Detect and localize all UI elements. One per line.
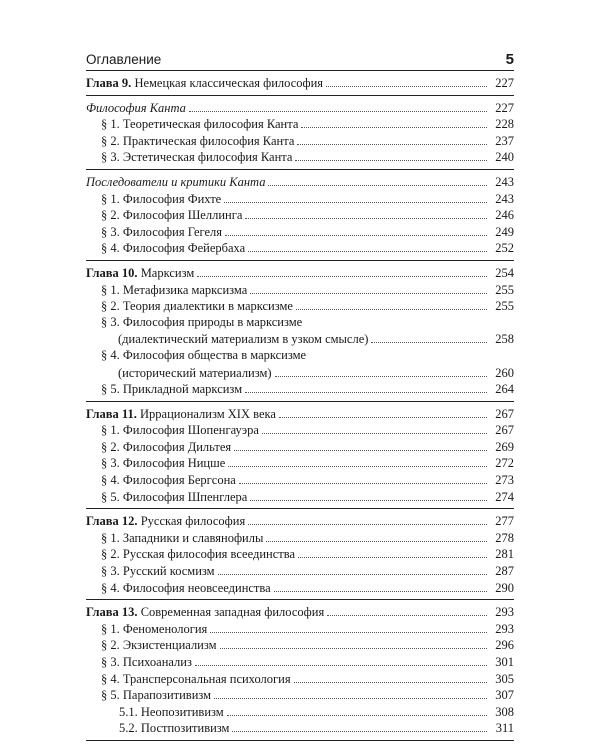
entry-text: § 1. Западники и славянофилы — [101, 530, 264, 545]
entry-page-number: 246 — [495, 208, 514, 223]
entry-line — [101, 653, 514, 671]
toc-item-continuation[interactable] — [86, 364, 514, 381]
entry-line — [101, 529, 514, 547]
entry-page-number: 278 — [495, 530, 514, 545]
entry-page-number: 237 — [495, 133, 514, 148]
entry-line — [101, 636, 514, 654]
entry-title — [101, 381, 242, 398]
entry-text: § 5. Философия Шпенглера — [101, 489, 248, 504]
dot-leader — [248, 512, 487, 525]
chapter-title: Иррационализм XIX века — [140, 406, 276, 421]
entry-text: (исторический материализм) — [118, 365, 272, 380]
toc-item[interactable] — [86, 653, 514, 670]
entry-page-number: 260 — [495, 365, 514, 380]
entry-text: § 1. Философия Шопенгауэра — [101, 423, 259, 438]
dot-leader — [326, 74, 487, 87]
entry-title — [101, 637, 217, 654]
header-title: Оглавление — [86, 52, 162, 67]
entry-line — [119, 719, 514, 737]
entry-title — [101, 207, 242, 224]
entry-page-number: 243 — [495, 174, 514, 189]
entry-page-number: 290 — [495, 580, 514, 595]
running-header — [86, 52, 514, 70]
entry-page-number: 305 — [495, 671, 514, 686]
entry-text: § 5. Парапозитивизм — [101, 688, 212, 703]
entry-line — [101, 562, 514, 580]
dot-leader — [210, 620, 487, 633]
toc-item[interactable] — [86, 297, 514, 314]
toc-item[interactable] — [86, 239, 514, 256]
dot-leader — [224, 190, 487, 203]
entry-text: § 4. Философия Бергсона — [101, 473, 236, 488]
entry-title — [101, 687, 211, 704]
entry-page-number: 277 — [495, 514, 514, 529]
entry-title — [101, 455, 225, 472]
toc-item[interactable] — [86, 579, 514, 596]
toc-section[interactable] — [86, 173, 514, 190]
entry-title — [86, 100, 186, 117]
entry-page-number: 301 — [495, 655, 514, 669]
section-divider — [86, 95, 514, 96]
dot-leader — [262, 421, 487, 434]
dot-leader — [189, 99, 487, 112]
entry-page-number: 258 — [495, 332, 514, 347]
dot-leader — [218, 562, 487, 575]
entry-page-number: 293 — [495, 621, 514, 636]
dot-leader — [295, 148, 487, 161]
entry-page-number: 252 — [495, 241, 514, 256]
entry-text: § 5. Прикладной марксизм — [101, 382, 243, 397]
toc-chapter[interactable] — [86, 405, 514, 422]
header-rule — [86, 70, 514, 71]
entry-title — [101, 546, 295, 563]
dot-leader — [327, 603, 487, 616]
chapter-title: Современная западная философия — [140, 605, 325, 620]
entry-text: § 4. Трансперсональная психология — [101, 671, 291, 686]
entry-line — [101, 190, 514, 208]
toc-chapter[interactable] — [86, 74, 514, 91]
entry-title — [86, 75, 323, 92]
entry-line — [86, 405, 514, 423]
toc-item[interactable] — [86, 529, 514, 546]
entry-text: § 4. Философия неовсеединства — [101, 580, 271, 595]
entry-line — [101, 314, 514, 331]
toc-item[interactable] — [86, 620, 514, 637]
entry-line — [101, 579, 514, 597]
entry-page-number: 269 — [495, 439, 514, 454]
entry-page-number: 293 — [495, 605, 514, 620]
entry-page-number: 296 — [495, 638, 514, 653]
toc-item[interactable] — [86, 545, 514, 562]
entry-title — [119, 720, 229, 737]
toc-item[interactable] — [86, 454, 514, 471]
dot-leader — [245, 380, 487, 393]
toc-item[interactable] — [86, 223, 514, 240]
entry-page-number: 308 — [495, 704, 514, 719]
entry-title — [101, 240, 245, 257]
entry-line — [101, 115, 514, 133]
entry-line — [86, 173, 514, 191]
section-divider — [86, 169, 514, 170]
entry-title — [101, 530, 263, 547]
entry-line — [86, 264, 514, 282]
toc-item-continuation[interactable] — [86, 330, 514, 347]
entry-line — [101, 132, 514, 150]
entry-text: § 3. Эстетическая философия Канта — [101, 150, 293, 165]
toc-item[interactable] — [86, 562, 514, 579]
dot-leader — [274, 579, 487, 592]
entry-page-number: 240 — [495, 150, 514, 165]
chapter-number: Глава 12. — [86, 514, 138, 529]
dot-leader — [266, 529, 487, 542]
entry-title — [101, 282, 247, 299]
entry-page-number: 227 — [495, 100, 514, 115]
toc-item[interactable] — [86, 132, 514, 149]
toc-chapter[interactable] — [86, 264, 514, 281]
entry-title — [101, 116, 298, 133]
dot-leader — [220, 636, 487, 649]
entry-text: § 1. Теоретическая философия Канта — [101, 117, 299, 132]
entry-title — [86, 604, 324, 621]
toc-chapter[interactable] — [86, 512, 514, 529]
toc-subitem[interactable] — [86, 703, 514, 720]
dot-leader — [239, 471, 487, 484]
toc-item[interactable] — [86, 281, 514, 298]
entry-title — [101, 133, 294, 150]
entry-title — [101, 191, 221, 208]
entry-text: Последователи и критики Канта — [86, 174, 266, 189]
entry-text: § 3. Философия Гегеля — [101, 224, 223, 239]
entry-title — [101, 621, 207, 638]
entry-text: § 2. Философия Шеллинга — [101, 208, 243, 223]
entry-page-number: 227 — [495, 76, 514, 90]
section-divider — [86, 260, 514, 261]
entry-text: (диалектический материализм в узком смысле) — [118, 332, 369, 347]
page-number: 5 — [505, 51, 514, 68]
entry-line — [86, 603, 514, 621]
toc-item[interactable] — [86, 148, 514, 165]
toc-item[interactable] — [86, 636, 514, 653]
entry-line — [118, 364, 514, 382]
toc-item[interactable] — [86, 206, 514, 223]
dot-leader — [214, 686, 487, 699]
entry-page-number: 273 — [495, 473, 514, 488]
dot-leader — [296, 297, 487, 310]
toc-item[interactable] — [86, 670, 514, 687]
entry-page-number: 267 — [495, 423, 514, 438]
entry-title — [101, 580, 271, 597]
entry-line — [101, 380, 514, 398]
entry-line — [86, 99, 514, 117]
dot-leader — [371, 330, 487, 343]
toc-item[interactable] — [86, 314, 514, 331]
entry-page-number: 249 — [495, 224, 514, 239]
toc-item[interactable] — [86, 471, 514, 488]
entry-text: § 2. Практическая философия Канта — [101, 133, 295, 148]
entry-title — [86, 406, 276, 423]
entry-title — [101, 422, 259, 439]
entry-title — [101, 489, 247, 506]
dot-leader — [294, 670, 487, 683]
chapter-number: Глава 10. — [86, 265, 138, 280]
toc-item[interactable] — [86, 421, 514, 438]
dot-leader — [301, 115, 487, 128]
entry-line — [101, 620, 514, 638]
entry-line — [101, 471, 514, 489]
toc-item[interactable] — [86, 686, 514, 703]
entry-line — [101, 488, 514, 506]
section-divider — [86, 508, 514, 509]
toc-chapter[interactable] — [86, 603, 514, 620]
entry-page-number: 255 — [495, 299, 514, 314]
entry-title — [86, 513, 245, 530]
entry-title — [101, 314, 302, 331]
dot-leader — [234, 438, 487, 451]
chapter-title: Немецкая классическая философия — [134, 76, 324, 90]
toc-subitem[interactable] — [86, 719, 514, 736]
entry-text: § 1. Метафизика марксизма — [101, 282, 248, 297]
entry-text: § 1. Философия Фихте — [101, 191, 222, 206]
chapter-number: Глава 11. — [86, 406, 137, 421]
entry-line — [119, 703, 514, 721]
entry-line — [101, 297, 514, 315]
entry-title — [86, 265, 194, 282]
dot-leader — [232, 719, 487, 732]
dot-leader — [298, 545, 487, 558]
entry-line — [86, 74, 514, 92]
toc-item[interactable] — [86, 347, 514, 364]
entry-text: § 1. Феноменология — [101, 621, 208, 636]
toc-section[interactable] — [86, 99, 514, 116]
entry-title — [101, 298, 293, 315]
dot-leader — [248, 239, 487, 252]
entry-title — [86, 174, 265, 191]
entry-text: 5.2. Постпозитивизм — [119, 721, 230, 736]
dot-leader — [197, 264, 487, 277]
dot-leader — [228, 454, 487, 467]
entry-line — [101, 281, 514, 299]
dot-leader — [245, 206, 487, 219]
entry-line — [101, 686, 514, 704]
entry-page-number: 272 — [495, 456, 514, 471]
entry-page-number: 274 — [495, 489, 514, 504]
entry-page-number: 281 — [495, 547, 514, 562]
entry-title — [101, 439, 231, 456]
entry-title — [101, 654, 192, 671]
entry-line — [101, 347, 514, 364]
toc-item[interactable] — [86, 488, 514, 505]
entry-page-number: 267 — [495, 406, 514, 421]
toc-item[interactable] — [86, 438, 514, 455]
entry-text: § 4. Философия Фейербаха — [101, 241, 246, 256]
toc-item[interactable] — [86, 190, 514, 207]
entry-title — [101, 149, 292, 166]
entry-text: § 4. Философия общества в марксизме — [101, 347, 307, 362]
entry-text: § 2. Русская философия всеединства — [101, 547, 296, 562]
entry-line — [101, 454, 514, 472]
entry-text: § 2. Теория диалектики в марксизме — [101, 299, 293, 314]
entry-page-number: 254 — [495, 265, 514, 280]
entry-text: 5.1. Неопозитивизм — [119, 704, 224, 719]
entry-line — [86, 512, 514, 530]
dot-leader — [250, 488, 487, 501]
entry-title — [101, 347, 306, 364]
table-of-contents — [86, 74, 514, 741]
entry-text: § 2. Философия Дильтея — [101, 439, 232, 454]
entry-text: § 2. Экзистенциализм — [101, 638, 217, 653]
entry-page-number: 243 — [495, 191, 514, 206]
entry-page-number: 228 — [495, 117, 514, 132]
section-divider — [86, 401, 514, 402]
entry-line — [101, 206, 514, 224]
dot-leader — [275, 364, 487, 377]
entry-text: § 3. Психоанализ — [101, 655, 192, 669]
dot-leader — [279, 405, 487, 418]
entry-title — [101, 472, 236, 489]
entry-page-number: 255 — [495, 282, 514, 297]
bottom-rule — [86, 740, 514, 741]
entry-line — [118, 330, 514, 348]
entry-line — [101, 421, 514, 439]
dot-leader — [297, 132, 487, 145]
entry-line — [101, 670, 514, 688]
entry-line — [101, 223, 514, 241]
entry-line — [101, 545, 514, 563]
chapter-title: Русская философия — [140, 514, 246, 529]
dot-leader — [225, 223, 487, 236]
entry-page-number: 264 — [495, 382, 514, 397]
entry-line — [101, 148, 514, 166]
toc-item[interactable] — [86, 115, 514, 132]
entry-text: § 3. Русский космизм — [101, 564, 215, 579]
entry-title — [101, 224, 222, 241]
chapter-number: Глава 13. — [86, 605, 138, 620]
section-divider — [86, 599, 514, 600]
entry-text: Философия Канта — [86, 100, 186, 115]
dot-leader — [250, 281, 487, 294]
entry-page-number: 307 — [495, 688, 514, 703]
chapter-number: Глава 9. — [86, 76, 132, 90]
dot-leader — [268, 173, 487, 186]
entry-title — [101, 563, 215, 580]
entry-page-number: 311 — [495, 721, 514, 736]
entry-text: § 3. Философия природы в марксизме — [101, 314, 303, 329]
entry-title — [119, 704, 224, 721]
chapter-title: Марксизм — [140, 265, 195, 280]
entry-line — [101, 239, 514, 257]
dot-leader — [227, 703, 487, 716]
entry-title — [101, 671, 291, 688]
entry-line — [101, 438, 514, 456]
entry-text: § 3. Философия Ницше — [101, 456, 226, 471]
entry-page-number: 287 — [495, 564, 514, 579]
toc-item[interactable] — [86, 380, 514, 397]
dot-leader — [195, 653, 487, 666]
